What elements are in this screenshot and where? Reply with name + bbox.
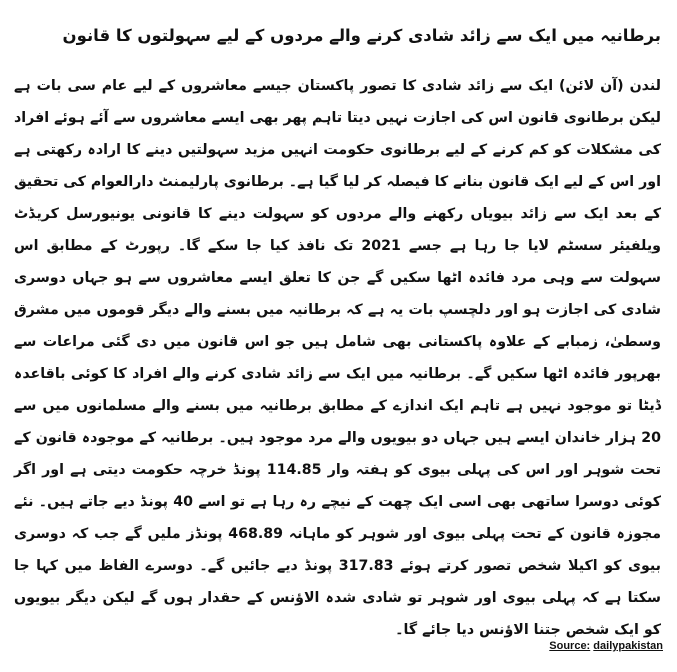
source-name: dailypakistan <box>593 640 663 652</box>
article-headline: برطانیہ میں ایک سے زائد شادی کرنے والے مردوں کے لیے سہولتوں کا قانون <box>62 26 661 45</box>
source-label: Source: <box>549 640 591 652</box>
source-credit <box>549 640 663 652</box>
article-body: لندن (آن لائن) ایک سے زائد شادی کا تصور پاکستان جیسے معاشروں کے لیے عام سی بات ہے لیکن برطانوی قانون اس کی اجازت نہیں دیتا تاہم پھر بھی ایسے معاشروں سے آئے ہوئے افراد کی مشکلات کو کم کرنے کے لیے برطانوی حکومت انہیں مزید سہولتیں دینے کا ارادہ رکھتی ہے اور اس کے لیے ایک قانون بنانے کا فیصلہ کر لیا گیا ہے۔ برطانوی پارلیمنٹ دارالعوام کی تحقیق کے بعد ایک سے زائد بیویاں رکھنے والے مردوں کو سہولت دینے کا قانونی یونیورسل کریڈٹ ویلفیئر سسٹم لایا جا رہا ہے جسے 2021 تک نافذ کیا جا سکے گا۔ رپورٹ کے مطابق اس سہولت سے وہی مرد فائدہ اٹھا سکیں گے جن کا تعلق ایسے معاشروں سے ہو جہاں دوسری شادی کی اجازت ہو اور دلچسپ بات یہ ہے کہ برطانیہ میں بسنے والے دیگر قوموں میں مشرق وسطیٰ، زمبابے کے علاوہ پاکستانی بھی شامل ہیں جو اس قانون میں دی گئی مراعات سے بھرپور فائدہ اٹھا سکیں گے۔ برطانیہ میں ایک سے زائد شادی کرنے والے افراد کا کوئی باقاعدہ ڈیٹا تو موجود نہیں ہے تاہم ایک اندازے کے مطابق برطانیہ میں بسنے والے مسلمانوں میں سے 20 ہزار خاندان ایسے ہیں جہاں دو بیویوں والے مرد موجود ہیں۔ برطانیہ کے موجودہ قانون کے تحت شوہر اور اس کی پہلی بیوی کو ہفتہ وار 114.85 پونڈ خرچہ حکومت دیتی ہے اور اگر کوئی دوسرا ساتھی بھی اسی ایک چھت کے نیچے رہ رہا ہے تو اسے 40 پونڈ دیے جاتے ہیں۔ نئے مجوزہ قانون کے تحت پہلی بیوی اور شوہر کو ماہانہ 468.89 پونڈز ملیں گے جب کہ دوسری بیوی کو اکیلا شخص تصور کرتے ہوئے 317.83 پونڈ دیے جائیں گے۔ دوسرے الفاظ میں کہا جا سکتا ہے کہ پہلی بیوی اور شوہر تو شادی شدہ الاؤنس کے حقدار ہوں گے لیکن دیگر بیویوں کو ایک شخص جتنا الاؤنس دیا جائے گا۔ <box>14 78 661 638</box>
